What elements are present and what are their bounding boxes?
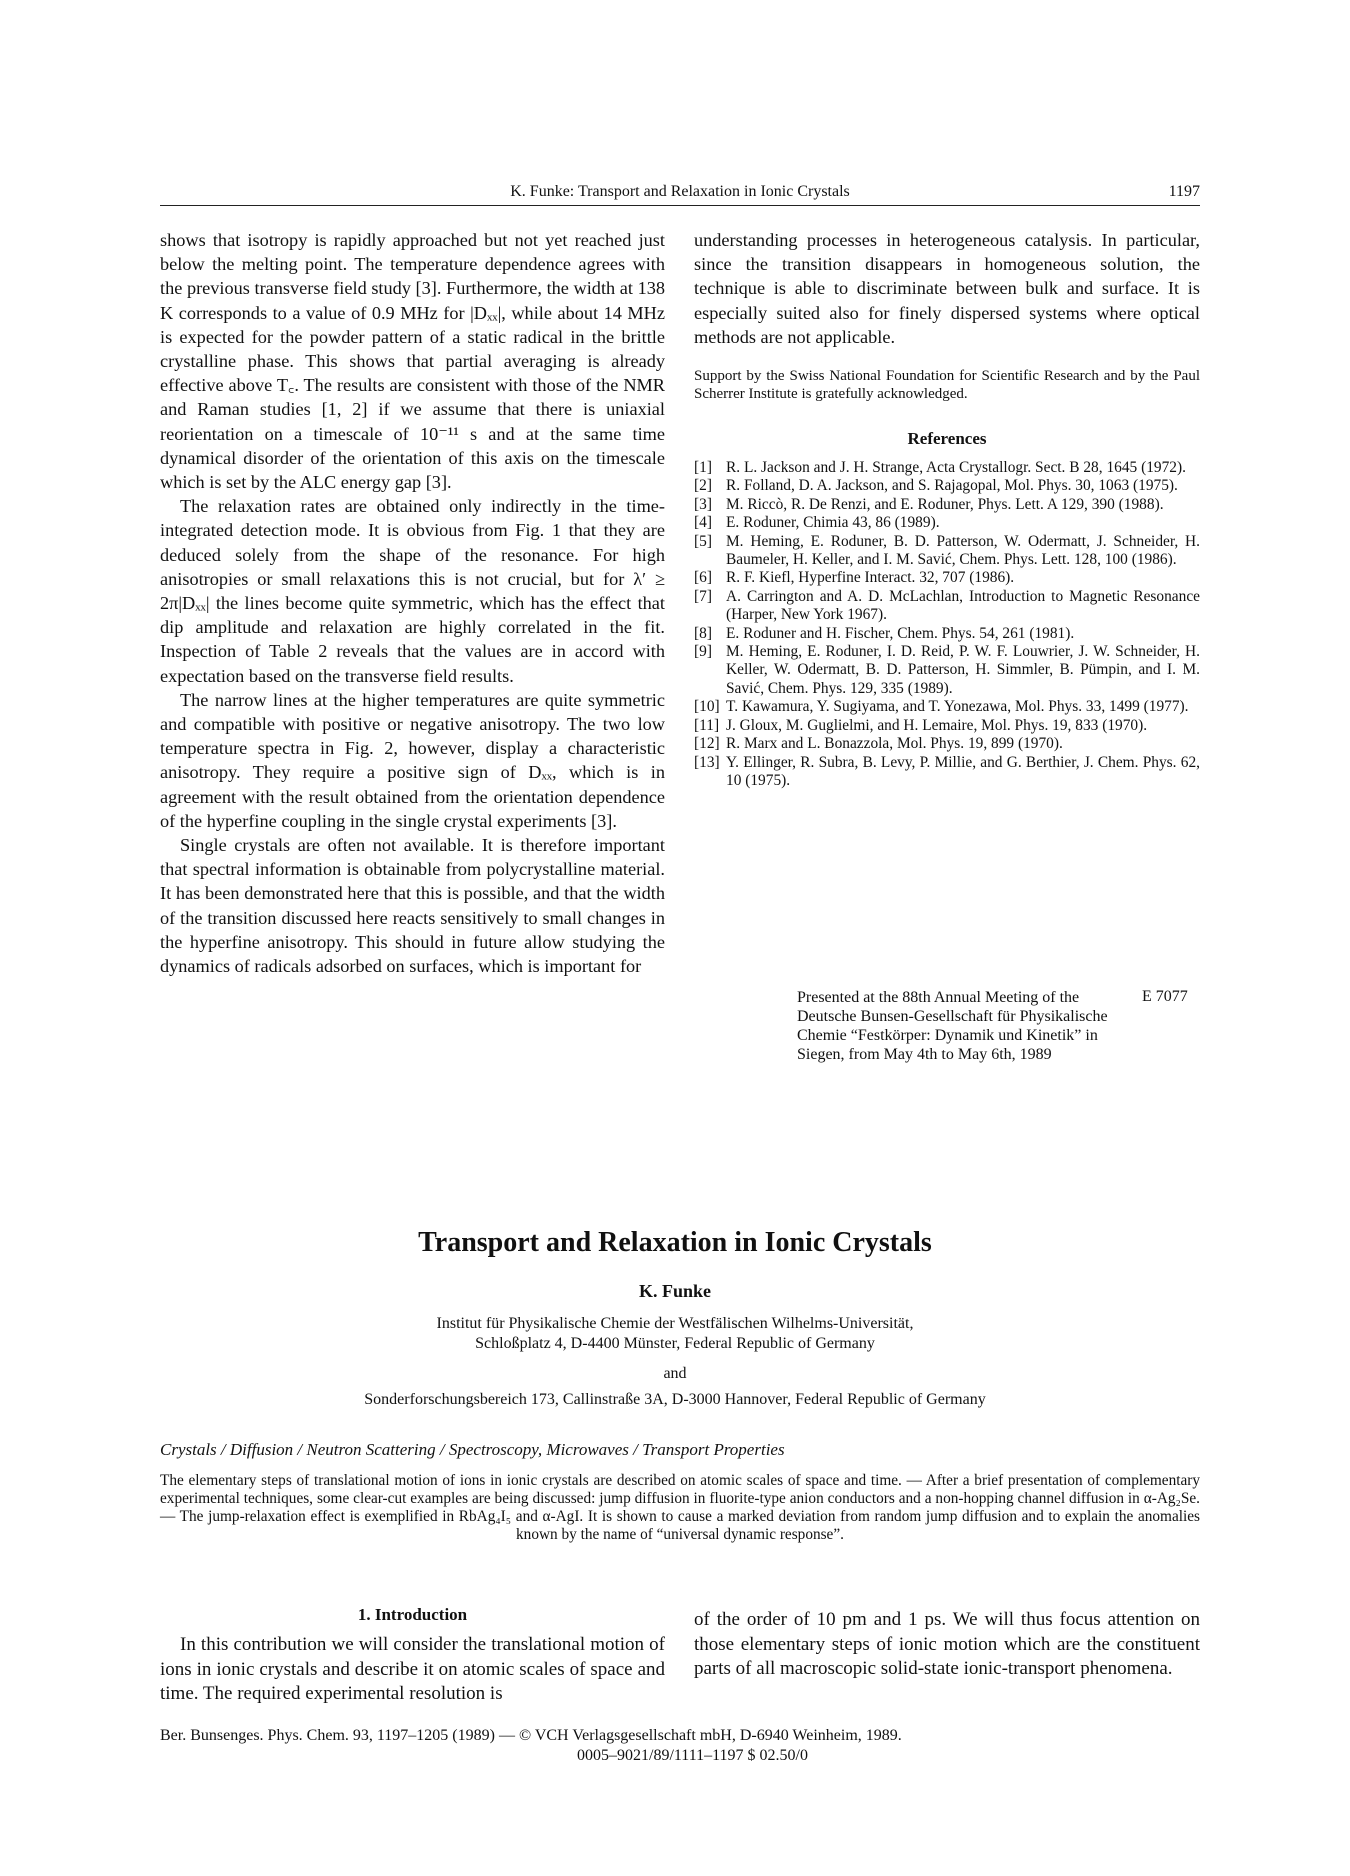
reference-number: [7] <box>694 587 712 605</box>
affiliation-line: Schloßplatz 4, D-4400 Münster, Federal Republic of Germany <box>475 1335 875 1352</box>
reference-text: R. L. Jackson and J. H. Strange, Acta Crystallogr. Sect. B 28, 1645 (1972). <box>726 459 1186 477</box>
intro-paragraph-left: In this contribution we will consider the translational motion of ions in ionic crystals and describe it on atomic scales of space and time. The required experimental resolution is <box>160 1634 665 1704</box>
reference-text: T. Kawamura, Y. Sugiyama, and T. Yonezawa, Mol. Phys. 33, 1499 (1977). <box>726 698 1189 716</box>
author: K. Funke <box>638 1281 712 1301</box>
reference-number: [3] <box>694 495 712 513</box>
reference-number: [6] <box>694 569 712 587</box>
paragraph: Single crystals are often not available. It is therefore important that spectral information is obtainable from polycrystalline material. It has been demonstrated here that this is possible, and that the width of the transition discussed here reacts sensitively to small changes in the hyperfine anisotropy. This should in future allow studying the dynamics of radicals adsorbed on surfaces, which is important for <box>160 835 665 977</box>
reference-item <box>694 496 1200 514</box>
reference-item <box>694 477 1200 495</box>
abstract: The elementary steps of translational motion of ions in ionic crystals are described on atomic scales of space and time. — After a brief presentation of complementary experimental techniques, some clear-cut examples are being discussed: jump diffusion in fluorite-type anion conductors and a non-hopping channel diffusion in α-Ag₂Se. — The jump-relaxation effect is exemplified in RbAg₄I₅ and α-AgI. It is shown to cause a marked deviation from random jump diffusion and to explain the anomalies known by the name of “universal dynamic response”. <box>160 1472 1200 1543</box>
reference-text: R. F. Kiefl, Hyperfine Interact. 32, 707 (1986). <box>726 569 1015 587</box>
reference-item <box>694 643 1200 698</box>
reference-text: Y. Ellinger, R. Subra, B. Levy, P. Millie, and G. Berthier, J. Chem. Phys. 62, 10 (1975). <box>726 753 1200 789</box>
affiliation-2: Sonderforschungsbereich 173, Callinstraße 3A, D-3000 Hannover, Federal Republic of Germany <box>364 1391 986 1408</box>
reference-item <box>694 754 1200 791</box>
reference-text: E. Roduner, Chimia 43, 86 (1989). <box>726 514 940 532</box>
and-text: and <box>663 1365 687 1382</box>
right-column <box>694 228 1200 790</box>
reference-text: M. Heming, E. Roduner, I. D. Reid, P. W. F. Louwrier, J. W. Schneider, H. Keller, W. Odermatt, B. D. Patterson, H. Simmler, B. Pümpin, and I. M. Savić, Chem. Phys. 129, 335 (1989). <box>726 643 1200 697</box>
reference-item <box>694 698 1200 716</box>
paragraph: understanding processes in heterogeneous catalysis. In particular, since the transition disappears in homogeneous solution, the technique is able to discriminate between bulk and surface. It is especially suited also for finely dispersed systems where optical methods are not applicable. <box>694 230 1200 347</box>
reference-item <box>694 459 1200 477</box>
keywords: Crystals / Diffusion / Neutron Scattering / Spectroscopy, Microwaves / Transport Properties <box>160 1440 785 1459</box>
reference-number: [8] <box>694 624 712 642</box>
reference-number: [5] <box>694 532 712 550</box>
paragraph: The narrow lines at the higher temperatures are quite symmetric and compatible with positive or negative anisotropy. The two low temperature spectra in Fig. 2, however, display a characteristic anisotropy. They require a positive sign of Dₓₓ, which is in agreement with the result obtained from the orientation dependence of the hyperfine coupling in the single crystal experiments [3]. <box>160 689 665 831</box>
reference-text: A. Carrington and A. D. McLachlan, Introduction to Magnetic Resonance (Harper, New York 1967). <box>726 587 1200 624</box>
reference-number: [10] <box>694 698 720 716</box>
affiliation <box>0 1314 1350 1354</box>
reference-item <box>694 735 1200 753</box>
running-title: K. Funke: Transport and Relaxation in Ionic Crystals <box>510 183 850 200</box>
paragraph: shows that isotropy is rapidly approached but not yet reached just below the melting point. The temperature dependence agrees with the previous transverse field study [3]. Furthermore, the width at 138 K corresponds to a value of 0.9 MHz for |Dₓₓ|, while about 14 MHz is expected for the powder pattern of a static radical in the brittle crystalline phase. This shows that partial averaging is already effective above T꜀. The results are consistent with those of the NMR and Raman studies [1, 2] if we assume that there is uniaxial reorientation on a timescale of 10⁻¹¹ s and at the same time dynamical disorder of the orientation of this axis on the timescale which is set by the ALC energy gap [3]. <box>160 230 665 493</box>
affiliation-line: Institut für Physikalische Chemie der Westfälischen Wilhelms-Universität, <box>436 1315 914 1332</box>
footer-citation: Ber. Bunsenges. Phys. Chem. 93, 1197–1205 (1989) — © VCH Verlagsgesellschaft mbH, D-6940 Weinheim, 1989. <box>160 1727 902 1744</box>
running-header <box>160 183 1200 206</box>
page-number: 1197 <box>1168 183 1200 200</box>
reference-item <box>694 625 1200 643</box>
intro-paragraph-right: of the order of 10 pm and 1 ps. We will thus focus attention on those elementary steps of ionic motion which are the constituent parts of all macroscopic solid-state ionic-transport phenomena. <box>694 1609 1200 1679</box>
reference-text: E. Roduner and H. Fischer, Chem. Phys. 54, 261 (1981). <box>726 624 1075 642</box>
reference-number: [11] <box>694 716 720 734</box>
reference-item <box>694 588 1200 625</box>
article-title: Transport and Relaxation in Ionic Crystals <box>418 1227 932 1258</box>
reference-number: [13] <box>694 753 720 771</box>
reference-number: [9] <box>694 643 712 661</box>
references-heading: References <box>907 429 987 449</box>
reference-text: R. Folland, D. A. Jackson, and S. Rajagopal, Mol. Phys. 30, 1063 (1975). <box>726 477 1178 495</box>
reference-text: R. Marx and L. Bonazzola, Mol. Phys. 19, 899 (1970). <box>726 735 1063 753</box>
reference-item <box>694 533 1200 570</box>
footer-issn: 0005–9021/89/1111–1197 $ 02.50/0 <box>577 1747 808 1764</box>
paragraph: The relaxation rates are obtained only indirectly in the time-integrated detection mode. It is obvious from Fig. 1 that they are deduced solely from the shape of the resonance. For high anisotropies or small relaxations this is not crucial, but for λ′ ≥ 2π|Dₓₓ| the lines become quite symmetric, which has the effect that dip amplitude and relaxation are highly correlated in the fit. Inspection of Table 2 reveals that the values are in accord with expectation based on the transverse field results. <box>160 496 665 686</box>
left-column <box>160 228 665 978</box>
section-heading: 1. Introduction <box>357 1605 468 1624</box>
paper-code: E 7077 <box>1142 988 1188 1005</box>
reference-item <box>694 717 1200 735</box>
reference-number: [12] <box>694 735 720 753</box>
reference-list <box>694 459 1200 790</box>
reference-number: [2] <box>694 477 712 495</box>
reference-text: M. Riccò, R. De Renzi, and E. Roduner, Phys. Lett. A 129, 390 (1988). <box>726 495 1164 513</box>
acknowledgement: Support by the Swiss National Foundation for Scientific Research and by the Paul Scherrer Institute is gratefully acknowledged. <box>694 368 1200 403</box>
reference-text: M. Heming, E. Roduner, B. D. Patterson, W. Odermatt, J. Schneider, H. Baumeler, H. Keller, and I. M. Savić, Chem. Phys. Lett. 128, 100 (1986). <box>726 532 1200 569</box>
reference-number: [4] <box>694 514 712 532</box>
reference-item <box>694 514 1200 532</box>
reference-item <box>694 569 1200 587</box>
reference-number: [1] <box>694 459 712 477</box>
reference-text: J. Gloux, M. Guglielmi, and H. Lemaire, Mol. Phys. 19, 833 (1970). <box>726 716 1148 734</box>
presented-note: Presented at the 88th Annual Meeting of the Deutsche Bunsen-Gesellschaft für Physikalische Chemie “Festkörper: Dynamik und Kinetik” in Siegen, from May 4th to May 6th, 1989 <box>797 989 1108 1063</box>
